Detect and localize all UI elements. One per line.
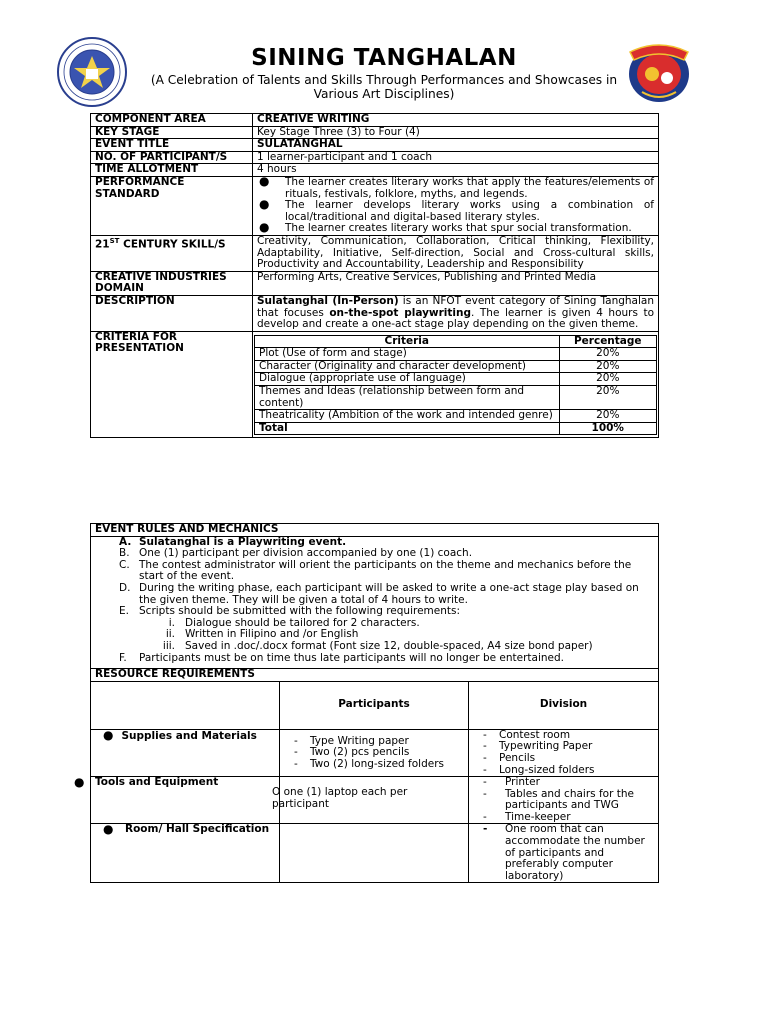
list-item-text: Printer <box>505 776 540 789</box>
description-text: is an NFOT event category of Sining Tanghalan that focuses <box>257 294 654 319</box>
criteria-cell <box>253 331 659 438</box>
performance-standard-label: PERFORMANCE STANDARD <box>91 176 253 235</box>
time-allotment-value: 4 hours <box>253 164 659 177</box>
event-title-value: SULATANGHAL <box>253 139 659 152</box>
room-participants <box>280 824 469 883</box>
bullet-icon: ● <box>74 775 85 789</box>
label-part: CENTURY SKILL/S <box>119 238 226 251</box>
table-row <box>91 235 659 271</box>
empty-header-cell <box>91 681 280 729</box>
table-row <box>91 164 659 177</box>
table-row <box>91 114 659 127</box>
dash-icon: - <box>483 728 487 741</box>
total-label: Total <box>255 422 560 435</box>
rule-text: The contest administrator will orient the participants on the theme and mechanics before the start of the event. <box>139 558 632 583</box>
creative-industries-value: Performing Arts, Creative Services, Publishing and Printed Media <box>253 271 659 295</box>
table-row <box>91 729 659 776</box>
dash-icon: - <box>294 757 298 770</box>
table-row <box>255 386 657 410</box>
list-item <box>473 789 654 812</box>
list-item <box>95 560 654 583</box>
table-row <box>91 139 659 152</box>
dash-icon: - <box>483 787 487 800</box>
list-item-text: Two (2) long-sized folders <box>310 757 444 770</box>
resources-heading: RESOURCE REQUIREMENTS <box>91 669 659 682</box>
criterion-cell: Character (Originality and character development) <box>255 360 560 373</box>
table-row <box>255 410 657 423</box>
percentage-cell: 20% <box>559 410 657 423</box>
rules-table <box>90 523 659 883</box>
participants-value: 1 learner-participant and 1 coach <box>253 151 659 164</box>
rule-letter: A. <box>119 535 132 548</box>
table-row <box>91 126 659 139</box>
dash-icon: - <box>294 746 298 759</box>
component-area-label: COMPONENT AREA <box>91 114 253 127</box>
bullet-icon: ● <box>103 727 114 742</box>
table-row <box>91 331 659 438</box>
percentage-cell: 20% <box>559 373 657 386</box>
participants-label: NO. OF PARTICIPANT/S <box>91 151 253 164</box>
description-value <box>253 295 659 331</box>
criteria-header: Criteria <box>255 335 560 348</box>
list-item <box>473 824 654 882</box>
list-item-text: Type Writing paper <box>310 734 409 747</box>
event-title-label: EVENT TITLE <box>91 139 253 152</box>
table-row <box>255 360 657 373</box>
rule-text: During the writing phase, each participant will be asked to write a one-act stage play based on the given theme. They will be given a total of 4 hours to write. <box>139 581 639 606</box>
rule-text: Written in Filipino and /or English <box>185 628 359 641</box>
list-item-text: The learner creates literary works that apply the features/elements of rituals, festivals, folklore, myths, and legends. <box>285 175 654 200</box>
supplies-division <box>469 729 659 776</box>
rule-letter: E. <box>119 605 129 618</box>
table-row <box>91 777 659 824</box>
rule-letter: D. <box>119 581 131 594</box>
rule-text: Participants must be on time thus late participants will no longer be entertained. <box>139 651 565 664</box>
table-row <box>91 271 659 295</box>
rules-list <box>91 536 659 669</box>
list-item <box>272 787 464 810</box>
dash-icon: - <box>483 751 487 764</box>
bullet-icon: ● <box>259 173 270 188</box>
list-item-text: Two (2) pcs pencils <box>310 746 410 759</box>
rule-text: Dialogue should be tailored for 2 characters. <box>185 616 420 629</box>
list-item <box>257 173 654 200</box>
page-title: SINING TANGHALAN <box>251 45 517 71</box>
rule-text: Saved in .doc/.docx format (Font size 12, double-spaced, A4 size bond paper) <box>185 639 593 652</box>
supplies-label: Supplies and Materials <box>121 729 257 742</box>
table-row <box>255 348 657 361</box>
page-subtitle: (A Celebration of Talents and Skills Through Performances and Showcases in Various Art Disciplines) <box>150 73 618 101</box>
list-item-text: The learner develops literary works using a combination of local/traditional and digital-based literary styles. <box>285 199 654 223</box>
creative-industries-label: CREATIVE INDUSTRIES DOMAIN <box>91 271 253 295</box>
criteria-table <box>254 335 657 436</box>
time-allotment-label: TIME ALLOTMENT <box>91 164 253 177</box>
list-item-text: Contest room <box>499 728 571 741</box>
criterion-cell: Plot (Use of form and stage) <box>255 348 560 361</box>
dash-icon: - <box>483 810 487 823</box>
dash-icon: - <box>483 823 488 836</box>
table-row <box>91 669 659 682</box>
rule-text: Sulatanghal is a Playwriting event. <box>139 535 347 548</box>
table-row <box>255 422 657 435</box>
rule-letter: B. <box>119 547 130 560</box>
room-label: Room/ Hall Specification <box>125 823 270 836</box>
table-row <box>91 176 659 235</box>
criterion-cell: Dialogue (appropriate use of language) <box>255 373 560 386</box>
percentage-cell: 20% <box>559 386 657 410</box>
list-item-text: Long-sized folders <box>499 763 595 776</box>
list-item <box>95 583 654 606</box>
room-label-cell <box>91 824 280 883</box>
list-item <box>95 653 654 665</box>
dash-icon: - <box>483 740 487 753</box>
percentage-header: Percentage <box>559 335 657 348</box>
list-item <box>257 197 654 223</box>
list-item <box>95 618 654 630</box>
tools-division <box>469 777 659 824</box>
performance-standard-value <box>253 173 659 235</box>
supplies-label-cell <box>91 729 280 776</box>
bullet-icon: ● <box>259 220 270 235</box>
table-row <box>255 373 657 386</box>
event-info-table <box>90 113 659 438</box>
percentage-cell: 20% <box>559 348 657 361</box>
table-header-row <box>91 681 659 729</box>
table-row <box>91 824 659 883</box>
component-area-value: CREATIVE WRITING <box>253 114 659 127</box>
table-row <box>91 536 659 669</box>
description-bold: Sulatanghal (In-Person) <box>257 294 399 307</box>
festival-logo <box>622 36 696 106</box>
circle-bullet-icon: O <box>272 786 281 799</box>
criteria-label: CRITERIA FOR PRESENTATION <box>91 331 253 438</box>
table-row <box>91 295 659 331</box>
criterion-cell: Themes and Ideas (relationship between form and content) <box>255 386 560 410</box>
key-stage-label: KEY STAGE <box>91 126 253 139</box>
room-division <box>469 824 659 883</box>
list-item <box>473 765 654 777</box>
list-item <box>473 812 654 824</box>
list-item-text: The learner creates literary works that spur social transformation. <box>285 222 632 235</box>
description-bold: on-the-spot playwriting <box>329 306 472 319</box>
description-label: DESCRIPTION <box>91 295 253 331</box>
dash-icon: - <box>483 763 487 776</box>
supplies-participants <box>280 729 469 776</box>
table-row <box>91 524 659 537</box>
rule-letter: i. <box>168 616 175 629</box>
label-sup: ST <box>109 236 120 245</box>
list-item-text: One room that can accommodate the number of participants and preferably computer laboratory) <box>505 823 645 882</box>
century-skills-value: Creativity, Communication, Collaboration, Critical thinking, Flexibility, Adaptability, Initiative, Self-direction, Social and Cross-cultural skills, Productivity and Accountability, Leadership and Responsibility <box>253 235 659 271</box>
dash-icon: - <box>294 734 298 747</box>
tools-participants <box>272 777 469 824</box>
table-header-row <box>255 335 657 348</box>
list-item <box>103 824 275 836</box>
century-skills-label <box>91 235 253 271</box>
list-item-text: Time-keeper <box>505 810 571 823</box>
rule-text: One (1) participant per division accompanied by one (1) coach. <box>139 547 473 560</box>
rule-text: Scripts should be submitted with the following requirements: <box>139 605 461 618</box>
rule-letter: C. <box>119 558 130 571</box>
rule-letter: ii. <box>165 628 175 641</box>
list-item-text: Pencils <box>499 751 536 764</box>
list-item-text: one (1) laptop each per participant <box>272 786 408 810</box>
rule-letter: F. <box>119 651 127 664</box>
division-header: Division <box>469 681 659 729</box>
tools-label: Tools and Equipment <box>91 777 280 824</box>
list-item <box>257 220 654 235</box>
list-item-text: Typewriting Paper <box>499 740 593 753</box>
list-item-text: Tables and chairs for the participants and TWG <box>505 787 634 812</box>
rule-letter: iii. <box>162 639 175 652</box>
total-value: 100% <box>559 422 657 435</box>
description-text: . The learner is given 4 hours to develop and create a one-act stage play depending on the given theme. <box>257 306 655 331</box>
label-part: 21 <box>95 238 110 251</box>
bullet-icon: ● <box>103 822 114 837</box>
key-stage-value: Key Stage Three (3) to Four (4) <box>253 126 659 139</box>
list-item <box>284 759 464 771</box>
percentage-cell: 20% <box>559 360 657 373</box>
table-row <box>91 151 659 164</box>
rules-heading: EVENT RULES AND MECHANICS <box>91 524 659 537</box>
criterion-cell: Theatricality (Ambition of the work and intended genre) <box>255 410 560 423</box>
bullet-icon: ● <box>259 197 270 212</box>
dash-icon: - <box>483 776 487 789</box>
participants-header: Participants <box>280 681 469 729</box>
